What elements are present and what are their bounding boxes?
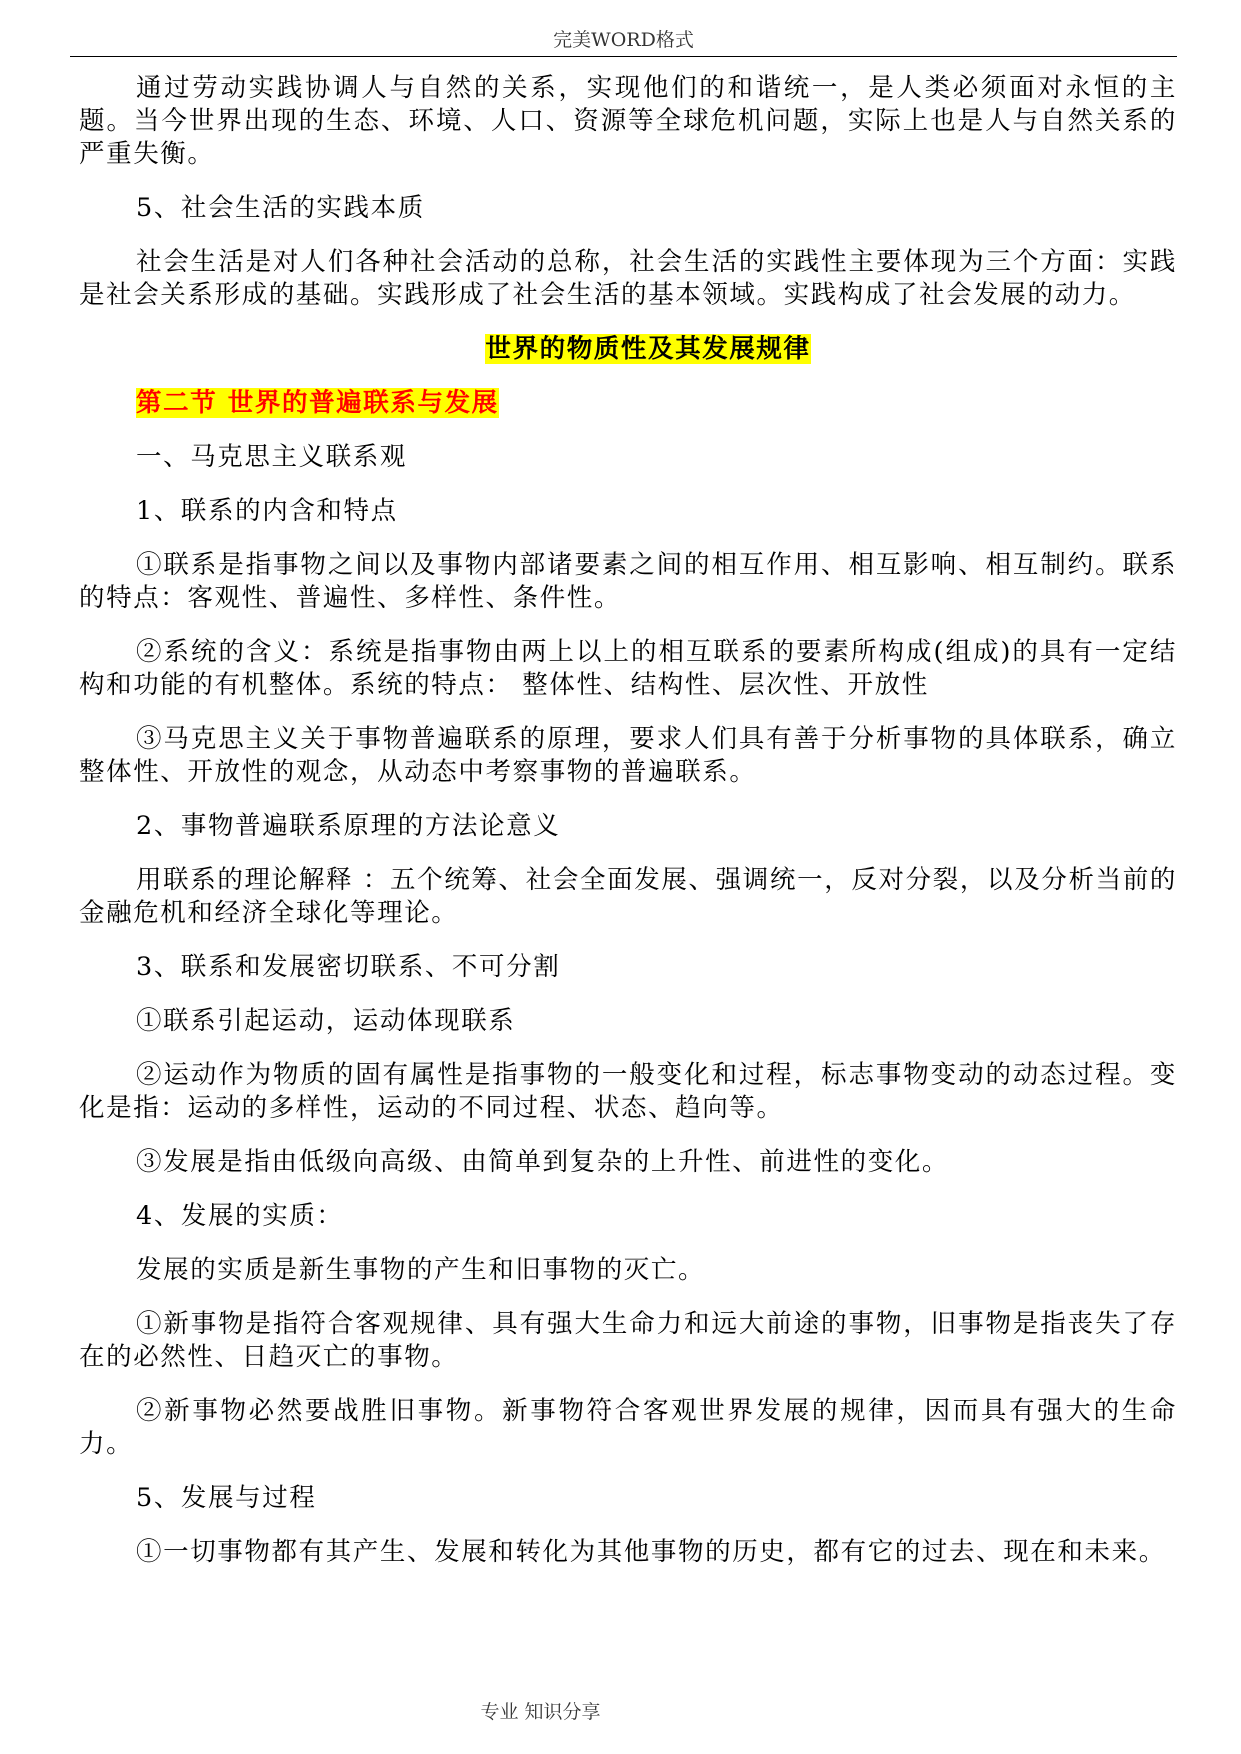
paragraph: ①一切事物都有其产生、发展和转化为其他事物的历史，都有它的过去、现在和未来。 <box>136 1537 1166 1567</box>
page-header <box>70 26 1177 54</box>
paragraph: ③马克思主义关于事物普遍联系的原理，要求人们具有善于分析事物的具体联系，确立整体性、开放性的观念，从动态中考察事物的普遍联系。 <box>79 724 1177 787</box>
item-heading: 1、联系的内含和特点 <box>136 496 398 526</box>
item-heading: 2、事物普遍联系原理的方法论意义 <box>136 811 561 841</box>
item-heading: 5、发展与过程 <box>136 1483 317 1513</box>
chapter-title <box>79 333 1177 366</box>
section-heading: 5、社会生活的实践本质 <box>136 193 425 223</box>
item-heading: 3、联系和发展密切联系、不可分割 <box>136 952 561 982</box>
paragraph: 发展的实质是新生事物的产生和旧事物的灭亡。 <box>136 1255 706 1285</box>
paragraph: ③发展是指由低级向高级、由简单到复杂的上升性、前进性的变化。 <box>136 1147 950 1177</box>
page-footer <box>0 1698 1241 1726</box>
section-title-text: 第二节 世界的普遍联系与发展 <box>136 388 499 418</box>
footer-text: 专业 知识分享 <box>480 1701 601 1723</box>
paragraph: 用联系的理论解释 ：五个统筹、社会全面发展、强调统一，反对分裂，以及分析当前的金融危机和经济全球化等理论。 <box>79 865 1177 928</box>
paragraph: ①新事物是指符合客观规律、具有强大生命力和远大前途的事物，旧事物是指丧失了存在的必然性、日趋灭亡的事物。 <box>79 1309 1177 1372</box>
paragraph: 社会生活是对人们各种社会活动的总称，社会生活的实践性主要体现为三个方面：实践是社会关系形成的基础。实践形成了社会生活的基本领域。实践构成了社会发展的动力。 <box>79 247 1177 310</box>
paragraph: ②新事物必然要战胜旧事物。新事物符合客观世界发展的规律，因而具有强大的生命力。 <box>79 1396 1177 1459</box>
paragraph: ②运动作为物质的固有属性是指事物的一般变化和过程，标志事物变动的动态过程。变化是指：运动的多样性，运动的不同过程、状态、趋向等。 <box>79 1060 1177 1123</box>
header-divider <box>70 56 1177 57</box>
section-title <box>79 387 1177 420</box>
subsection-heading: 一、马克思主义联系观 <box>136 442 408 472</box>
item-heading: 4、发展的实质： <box>136 1201 344 1231</box>
paragraph: 通过劳动实践协调人与自然的关系，实现他们的和谐统一，是人类必须面对永恒的主题。当今世界出现的生态、环境、人口、资源等全球危机问题，实际上也是人与自然关系的严重失衡。 <box>79 73 1177 169</box>
paragraph: ①联系是指事物之间以及事物内部诸要素之间的相互作用、相互影响、相互制约。联系的特点：客观性、普遍性、多样性、条件性。 <box>79 550 1177 613</box>
header-title: 完美WORD格式 <box>553 29 694 51</box>
document-body <box>79 72 1177 1590</box>
chapter-title-text: 世界的物质性及其发展规律 <box>485 334 811 364</box>
paragraph: ②系统的含义：系统是指事物由两上以上的相互联系的要素所构成(组成)的具有一定结构和功能的有机整体。系统的特点： 整体性、结构性、层次性、开放性 <box>79 637 1177 700</box>
paragraph: ①联系引起运动，运动体现联系 <box>136 1006 516 1036</box>
